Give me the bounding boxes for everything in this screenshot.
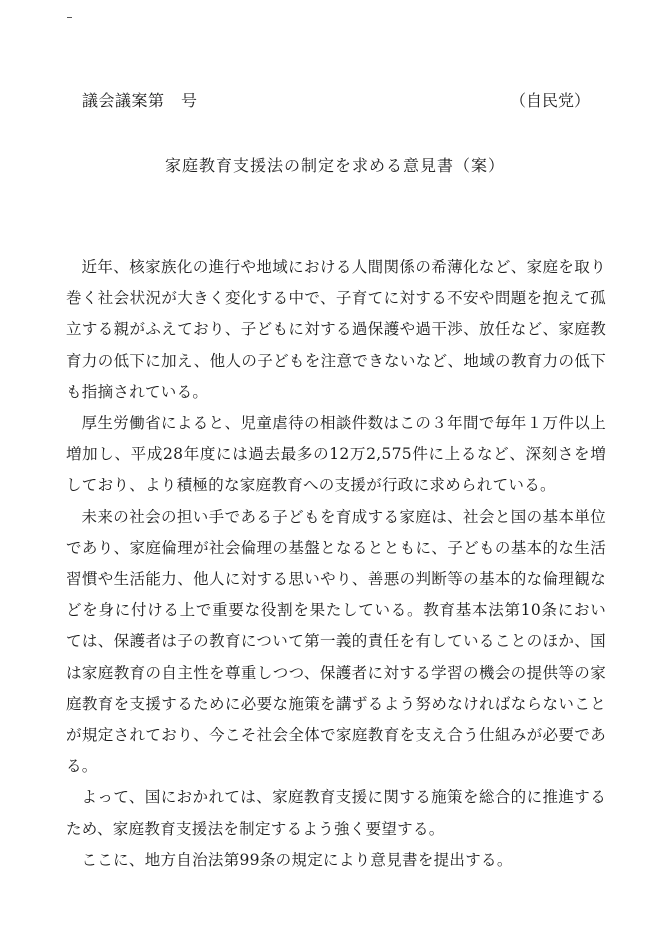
paragraph-4: よって、国におかれては、家庭教育支援に関する施策を総合的に推進するため、家庭教育支援法を制定するよう強く要望する。 [66, 788, 606, 838]
paragraph-1: 近年、核家族化の進行や地域における人間関係の希薄化など、家庭を取り巻く社会状況が大きく変化する中で、子育てに対する不安や問題を抱えて孤立する親がふえており、子どもに対する過保護や過干渉、放任など、家庭教育力の低下に加え、他人の子どもを注意できないなど、地域の教育力の低下も指摘されている。 [66, 258, 606, 401]
document-body [66, 252, 606, 876]
scan-mark [67, 17, 72, 18]
document-title: 家庭教育支援法の制定を求める意見書（案） [164, 156, 505, 175]
paragraph-2: 厚生労働省によると、児童虐待の相談件数はこの３年間で毎年１万件以上増加し、平成28年度には過去最多の12万2,575件に上るなど、深刻さを増しており、より積極的な家庭教育への支援が行政に求められている。 [66, 414, 606, 495]
paragraph-3: 未来の社会の担い手である子どもを育成する家庭は、社会と国の基本単位であり、家庭倫理が社会倫理の基盤となるとともに、子どもの基本的な生活習慣や生活能力、他人に対する思いやり、善悪の判断等の基本的な倫理観などを身に付ける上で重要な役割を果たしている。教育基本法第10条においては、保護者は子の教育について第一義的責任を有していることのほか、国は家庭教育の自主性を尊重しつつ、保護者に対する学習の機会の提供等の家庭教育を支援するために必要な施策を講ずるよう努めなければならないことが規定されており、今こそ社会全体で家庭教育を支え合う仕組みが必要である。 [66, 507, 606, 776]
paragraph-5: ここに、地方自治法第99条の規定により意見書を提出する。 [81, 850, 513, 869]
bill-number: 議会議案第 号 [82, 91, 198, 110]
party-label: （自民党） [509, 91, 590, 110]
